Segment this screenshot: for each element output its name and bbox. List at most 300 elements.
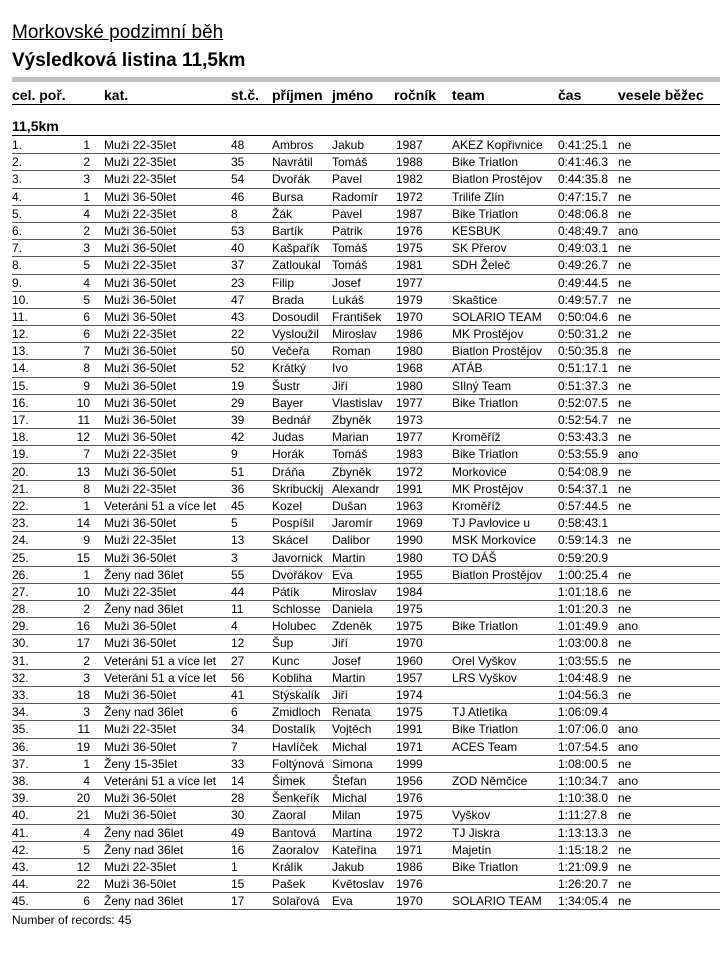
cell-team: SK Přerov	[452, 241, 507, 256]
cell-happy-runner: ne	[618, 464, 632, 479]
table-row	[12, 876, 720, 893]
cell-surname: Kašpařík	[272, 241, 320, 256]
cell-birth-year: 1956	[396, 773, 423, 788]
cell-bib-number: 42	[231, 430, 245, 445]
cell-first-name: Ivo	[332, 361, 349, 376]
cell-first-name: Tomáš	[332, 241, 368, 256]
cell-surname: Králík	[272, 859, 303, 874]
results-table	[12, 137, 720, 910]
cell-category: Muži 36-50let	[104, 636, 177, 651]
results-list-title: Výsledková listina 11,5km	[12, 50, 246, 71]
cell-first-name: Vlastislav	[332, 395, 383, 410]
cell-time: 0:49:26.7	[558, 258, 609, 273]
cell-bib-number: 48	[231, 138, 245, 152]
cell-overall-rank: 8.	[12, 258, 23, 273]
cell-surname: Bednář	[272, 413, 311, 427]
cell-overall-rank: 33.	[12, 688, 29, 702]
cell-birth-year: 1983	[396, 447, 423, 462]
cell-team: Bike Triatlon	[452, 722, 519, 737]
cell-overall-rank: 17.	[12, 413, 29, 427]
cell-team: Bike Triatlon	[452, 206, 519, 221]
cell-time: 1:04:56.3	[558, 688, 609, 702]
cell-category-rank: 3	[83, 705, 90, 720]
cell-overall-rank: 39.	[12, 791, 29, 806]
cell-category: Ženy nad 36let	[104, 705, 184, 720]
cell-happy-runner: ne	[618, 859, 632, 874]
cell-surname: Holubec	[272, 619, 317, 634]
cell-surname: Skribuckij	[272, 481, 324, 496]
cell-team: Orel Vyškov	[452, 653, 517, 668]
cell-overall-rank: 24.	[12, 533, 29, 548]
cell-birth-year: 1957	[396, 670, 423, 685]
table-row	[12, 893, 720, 910]
cell-time: 0:41:46.3	[558, 155, 609, 170]
cell-birth-year: 1971	[396, 739, 423, 754]
cell-happy-runner: ano	[618, 739, 639, 754]
table-row	[12, 395, 720, 412]
cell-category-rank: 1	[83, 189, 90, 204]
cell-time: 0:51:37.3	[558, 378, 609, 393]
cell-overall-rank: 45.	[12, 894, 29, 909]
cell-surname: Pašek	[272, 877, 306, 892]
cell-time: 0:53:55.9	[558, 447, 609, 462]
cell-category: Muži 36-50let	[104, 189, 177, 204]
cell-time: 1:21:09.9	[558, 859, 609, 874]
cell-category: Muži 22-35let	[104, 722, 177, 737]
cell-happy-runner: ne	[618, 877, 632, 892]
cell-category: Muži 36-50let	[104, 464, 177, 479]
cell-overall-rank: 21.	[12, 481, 29, 496]
cell-surname: Kunc	[272, 653, 300, 668]
cell-overall-rank: 40.	[12, 808, 29, 823]
table-row	[12, 292, 720, 309]
cell-surname: Havlíček	[272, 739, 319, 754]
cell-first-name: Miroslav	[332, 327, 377, 342]
cell-first-name: Štefan	[332, 773, 367, 788]
cell-category-rank: 15	[76, 550, 90, 565]
table-row	[12, 360, 720, 377]
cell-first-name: Kateřina	[332, 842, 377, 857]
cell-category-rank: 2	[83, 155, 90, 170]
cell-bib-number: 3	[231, 550, 238, 565]
cell-birth-year: 1970	[396, 636, 423, 651]
cell-category: Muži 36-50let	[104, 808, 177, 823]
cell-time: 0:59:20.9	[558, 550, 609, 565]
section-heading: 11,5km	[12, 117, 720, 136]
cell-bib-number: 5	[231, 516, 238, 531]
cell-bib-number: 23	[231, 275, 245, 290]
cell-birth-year: 1970	[396, 894, 423, 909]
cell-happy-runner: ne	[618, 894, 632, 909]
table-row	[12, 618, 720, 635]
cell-happy-runner: ne	[618, 138, 632, 152]
cell-birth-year: 1976	[396, 791, 423, 806]
cell-time: 1:03:00.8	[558, 636, 609, 651]
cell-first-name: Martin	[332, 670, 366, 685]
cell-surname: Solařová	[272, 894, 320, 909]
cell-category: Muži 36-50let	[104, 516, 177, 531]
cell-category: Muži 36-50let	[104, 877, 177, 892]
cell-bib-number: 16	[231, 842, 245, 857]
cell-overall-rank: 22.	[12, 498, 29, 513]
cell-happy-runner: ano	[618, 722, 639, 737]
cell-birth-year: 1969	[396, 516, 423, 531]
cell-team: SIlný Team	[452, 378, 512, 393]
cell-category-rank: 2	[83, 602, 90, 617]
cell-bib-number: 4	[231, 619, 238, 634]
cell-birth-year: 1977	[396, 430, 423, 445]
cell-overall-rank: 13.	[12, 344, 29, 359]
cell-birth-year: 1984	[396, 584, 423, 599]
cell-surname: Krátký	[272, 361, 307, 376]
cell-time: 0:54:08.9	[558, 464, 609, 479]
table-row	[12, 446, 720, 463]
cell-first-name: Jaromír	[332, 516, 373, 531]
cell-time: 1:10:34.7	[558, 773, 609, 788]
cell-happy-runner: ne	[618, 395, 632, 410]
cell-category-rank: 17	[76, 636, 90, 651]
cell-bib-number: 39	[231, 413, 245, 427]
cell-bib-number: 51	[231, 464, 245, 479]
cell-time: 0:54:37.1	[558, 481, 609, 496]
column-header-overall-rank: cel. poř.	[12, 87, 66, 103]
cell-first-name: Tomáš	[332, 258, 368, 273]
cell-category-rank: 2	[83, 223, 90, 238]
cell-time: 1:00:25.4	[558, 567, 609, 582]
cell-birth-year: 1999	[396, 756, 423, 771]
cell-category-rank: 4	[83, 275, 90, 290]
cell-team: AKEZ Kopřivnice	[452, 138, 543, 152]
cell-surname: Kozel	[272, 498, 303, 513]
cell-category: Veteráni 51 a více let	[104, 670, 217, 685]
cell-overall-rank: 3.	[12, 172, 23, 187]
cell-time: 0:53:43.3	[558, 430, 609, 445]
cell-first-name: Marian	[332, 430, 369, 445]
cell-first-name: Dalibor	[332, 533, 371, 548]
cell-bib-number: 40	[231, 241, 245, 256]
cell-category: Muži 36-50let	[104, 361, 177, 376]
cell-category: Ženy nad 36let	[104, 825, 184, 840]
table-row	[12, 756, 720, 773]
cell-first-name: Eva	[332, 894, 353, 909]
cell-happy-runner: ne	[618, 327, 632, 342]
cell-bib-number: 50	[231, 344, 245, 359]
cell-team: Kroměříž	[452, 498, 501, 513]
cell-category-rank: 3	[83, 670, 90, 685]
cell-birth-year: 1974	[396, 688, 423, 702]
cell-bib-number: 36	[231, 481, 245, 496]
cell-first-name: Michal	[332, 791, 367, 806]
cell-first-name: Michal	[332, 739, 367, 754]
table-row	[12, 498, 720, 515]
column-header-happy-runner: vesele běžec	[618, 87, 704, 103]
cell-overall-rank: 31.	[12, 653, 29, 668]
cell-team: MK Prostějov	[452, 327, 524, 342]
cell-surname: Skácel	[272, 533, 309, 548]
cell-birth-year: 1988	[396, 155, 423, 170]
table-row	[12, 670, 720, 687]
cell-category-rank: 3	[83, 172, 90, 187]
cell-overall-rank: 20.	[12, 464, 29, 479]
cell-surname: Pátík	[272, 584, 300, 599]
cell-happy-runner: ne	[618, 189, 632, 204]
cell-category-rank: 13	[76, 464, 90, 479]
cell-category: Muži 36-50let	[104, 309, 177, 324]
cell-category-rank: 10	[76, 584, 90, 599]
cell-overall-rank: 12.	[12, 327, 29, 342]
cell-category: Ženy nad 36let	[104, 842, 184, 857]
cell-first-name: Patrik	[332, 223, 363, 238]
cell-surname: Bayer	[272, 395, 304, 410]
table-row	[12, 154, 720, 171]
cell-bib-number: 52	[231, 361, 245, 376]
cell-time: 0:50:04.6	[558, 309, 609, 324]
cell-birth-year: 1977	[396, 395, 423, 410]
cell-surname: Šustr	[272, 378, 301, 393]
cell-happy-runner: ne	[618, 275, 632, 290]
cell-bib-number: 22	[231, 327, 245, 342]
cell-birth-year: 1975	[396, 241, 423, 256]
cell-birth-year: 1972	[396, 825, 423, 840]
cell-category: Muži 36-50let	[104, 791, 177, 806]
table-row	[12, 601, 720, 618]
cell-happy-runner: ne	[618, 155, 632, 170]
cell-category-rank: 19	[76, 739, 90, 754]
cell-surname: Javornick	[272, 550, 323, 565]
cell-category-rank: 8	[83, 361, 90, 376]
cell-bib-number: 37	[231, 258, 245, 273]
cell-category-rank: 1	[83, 756, 90, 771]
cell-time: 0:41:25.1	[558, 138, 609, 152]
cell-surname: Bartík	[272, 223, 304, 238]
table-row	[12, 223, 720, 240]
cell-first-name: Zdeněk	[332, 619, 373, 634]
cell-team: SOLARIO TEAM	[452, 894, 542, 909]
cell-category-rank: 16	[76, 619, 90, 634]
table-row	[12, 326, 720, 343]
cell-first-name: František	[332, 309, 382, 324]
cell-category-rank: 20	[76, 791, 90, 806]
cell-birth-year: 1990	[396, 533, 423, 548]
cell-category-rank: 7	[83, 447, 90, 462]
cell-surname: Schlosse	[272, 602, 321, 617]
cell-first-name: Martina	[332, 825, 373, 840]
cell-category-rank: 12	[76, 859, 90, 874]
cell-team: Bike Triatlon	[452, 447, 519, 462]
column-header-surname: příjmen	[272, 87, 323, 103]
cell-team: ACES Team	[452, 739, 518, 754]
cell-bib-number: 47	[231, 292, 245, 307]
cell-team: Bike Triatlon	[452, 619, 519, 634]
cell-team: TJ Atletika	[452, 705, 508, 720]
cell-overall-rank: 29.	[12, 619, 29, 634]
cell-category-rank: 1	[83, 138, 90, 152]
cell-birth-year: 1976	[396, 223, 423, 238]
cell-time: 0:59:14.3	[558, 533, 609, 548]
cell-first-name: Vojtěch	[332, 722, 372, 737]
cell-happy-runner: ne	[618, 602, 632, 617]
cell-happy-runner: ano	[618, 619, 639, 634]
column-header-birth-year: ročník	[394, 87, 437, 103]
cell-category-rank: 5	[83, 842, 90, 857]
cell-overall-rank: 19.	[12, 447, 29, 462]
table-row	[12, 721, 720, 738]
cell-overall-rank: 25.	[12, 550, 29, 565]
cell-time: 0:50:35.8	[558, 344, 609, 359]
cell-first-name: Lukáš	[332, 292, 365, 307]
cell-time: 1:13:13.3	[558, 825, 609, 840]
cell-birth-year: 1987	[396, 138, 423, 152]
cell-birth-year: 1975	[396, 705, 423, 720]
cell-overall-rank: 2.	[12, 155, 23, 170]
cell-first-name: Květoslav	[332, 877, 385, 892]
cell-time: 0:58:43.1	[558, 516, 609, 531]
cell-bib-number: 12	[231, 636, 245, 651]
table-row	[12, 773, 720, 790]
cell-team: TJ Pavlovice u	[452, 516, 531, 531]
table-row	[12, 412, 720, 429]
cell-bib-number: 53	[231, 223, 245, 238]
cell-category: Muži 22-35let	[104, 533, 177, 548]
cell-first-name: Dušan	[332, 498, 367, 513]
table-row	[12, 550, 720, 567]
table-row	[12, 309, 720, 326]
cell-bib-number: 6	[231, 705, 238, 720]
cell-time: 0:48:49.7	[558, 223, 609, 238]
cell-category: Muži 36-50let	[104, 241, 177, 256]
cell-team: Biatlon Prostějov	[452, 344, 543, 359]
cell-overall-rank: 32.	[12, 670, 29, 685]
cell-overall-rank: 14.	[12, 361, 29, 376]
cell-overall-rank: 1.	[12, 138, 23, 152]
cell-team: MSK Morkovice	[452, 533, 537, 548]
table-row	[12, 807, 720, 824]
cell-birth-year: 1976	[396, 877, 423, 892]
cell-birth-year: 1987	[396, 206, 423, 221]
cell-happy-runner: ne	[618, 636, 632, 651]
cell-happy-runner: ne	[618, 842, 632, 857]
cell-overall-rank: 16.	[12, 395, 29, 410]
cell-birth-year: 1980	[396, 344, 423, 359]
cell-category-rank: 9	[83, 378, 90, 393]
cell-time: 0:51:17.1	[558, 361, 609, 376]
cell-first-name: Simona	[332, 756, 373, 771]
table-row	[12, 189, 720, 206]
cell-category: Muži 36-50let	[104, 292, 177, 307]
cell-team: TO DÁŠ	[452, 550, 497, 565]
cell-category: Muži 22-35let	[104, 327, 177, 342]
cell-category-rank: 12	[76, 430, 90, 445]
cell-overall-rank: 5.	[12, 206, 23, 221]
cell-bib-number: 49	[231, 825, 245, 840]
cell-birth-year: 1972	[396, 464, 423, 479]
cell-bib-number: 29	[231, 395, 245, 410]
cell-birth-year: 1982	[396, 172, 423, 187]
cell-first-name: Tomáš	[332, 447, 368, 462]
cell-overall-rank: 38.	[12, 773, 29, 788]
cell-birth-year: 1981	[396, 258, 423, 273]
cell-surname: Ambros	[272, 138, 314, 152]
cell-first-name: Martin	[332, 550, 366, 565]
cell-team: Bike Triatlon	[452, 155, 519, 170]
cell-surname: Žák	[272, 206, 293, 221]
cell-surname: Filip	[272, 275, 295, 290]
cell-happy-runner: ne	[618, 258, 632, 273]
cell-overall-rank: 18.	[12, 430, 29, 445]
cell-overall-rank: 15.	[12, 378, 29, 393]
cell-category: Muži 36-50let	[104, 413, 177, 427]
cell-category: Muži 22-35let	[104, 258, 177, 273]
cell-category-rank: 6	[83, 327, 90, 342]
cell-category: Veteráni 51 a více let	[104, 498, 217, 513]
cell-category: Muži 36-50let	[104, 344, 177, 359]
cell-bib-number: 28	[231, 791, 245, 806]
cell-birth-year: 1980	[396, 378, 423, 393]
cell-category-rank: 9	[83, 533, 90, 548]
cell-surname: Dráňa	[272, 464, 305, 479]
cell-bib-number: 35	[231, 155, 245, 170]
cell-category-rank: 7	[83, 344, 90, 359]
cell-surname: Bursa	[272, 189, 304, 204]
cell-bib-number: 8	[231, 206, 238, 221]
cell-bib-number: 41	[231, 688, 245, 702]
cell-first-name: Zbyněk	[332, 413, 372, 427]
cell-happy-runner: ne	[618, 378, 632, 393]
cell-first-name: Miroslav	[332, 584, 377, 599]
cell-happy-runner: ne	[618, 808, 632, 823]
cell-team: LRS Vyškov	[452, 670, 517, 685]
cell-bib-number: 33	[231, 756, 245, 771]
table-row	[12, 584, 720, 601]
cell-bib-number: 17	[231, 894, 245, 909]
cell-team: Trilife Zlín	[452, 189, 505, 204]
cell-time: 1:04:48.9	[558, 670, 609, 685]
cell-category: Muži 36-50let	[104, 688, 177, 702]
cell-surname: Horák	[272, 447, 305, 462]
cell-category: Muži 36-50let	[104, 378, 177, 393]
cell-category-rank: 10	[76, 395, 90, 410]
cell-happy-runner: ne	[618, 533, 632, 548]
cell-category: Ženy 15-35let	[104, 756, 178, 771]
cell-surname: Kobliha	[272, 670, 313, 685]
cell-category-rank: 6	[83, 894, 90, 909]
cell-overall-rank: 30.	[12, 636, 29, 651]
cell-category: Muži 22-35let	[104, 584, 177, 599]
cell-surname: Zatloukal	[272, 258, 321, 273]
cell-happy-runner: ne	[618, 498, 632, 513]
cell-happy-runner: ne	[618, 206, 632, 221]
cell-time: 1:07:54.5	[558, 739, 609, 754]
table-row	[12, 859, 720, 876]
cell-surname: Šenkeřík	[272, 791, 320, 806]
table-row	[12, 171, 720, 188]
cell-team: TJ Jiskra	[452, 825, 500, 840]
column-header-row	[12, 86, 720, 105]
cell-surname: Šup	[272, 636, 294, 651]
cell-first-name: Eva	[332, 567, 353, 582]
cell-category: Muži 36-50let	[104, 223, 177, 238]
cell-first-name: Jiří	[332, 688, 348, 702]
cell-surname: Navrátil	[272, 155, 313, 170]
cell-time: 1:15:18.2	[558, 842, 609, 857]
cell-time: 1:01:49.9	[558, 619, 609, 634]
cell-happy-runner: ne	[618, 344, 632, 359]
cell-birth-year: 1977	[396, 275, 423, 290]
cell-team: Majetín	[452, 842, 492, 857]
cell-overall-rank: 37.	[12, 756, 29, 771]
cell-first-name: Josef	[332, 653, 361, 668]
table-row	[12, 137, 720, 154]
